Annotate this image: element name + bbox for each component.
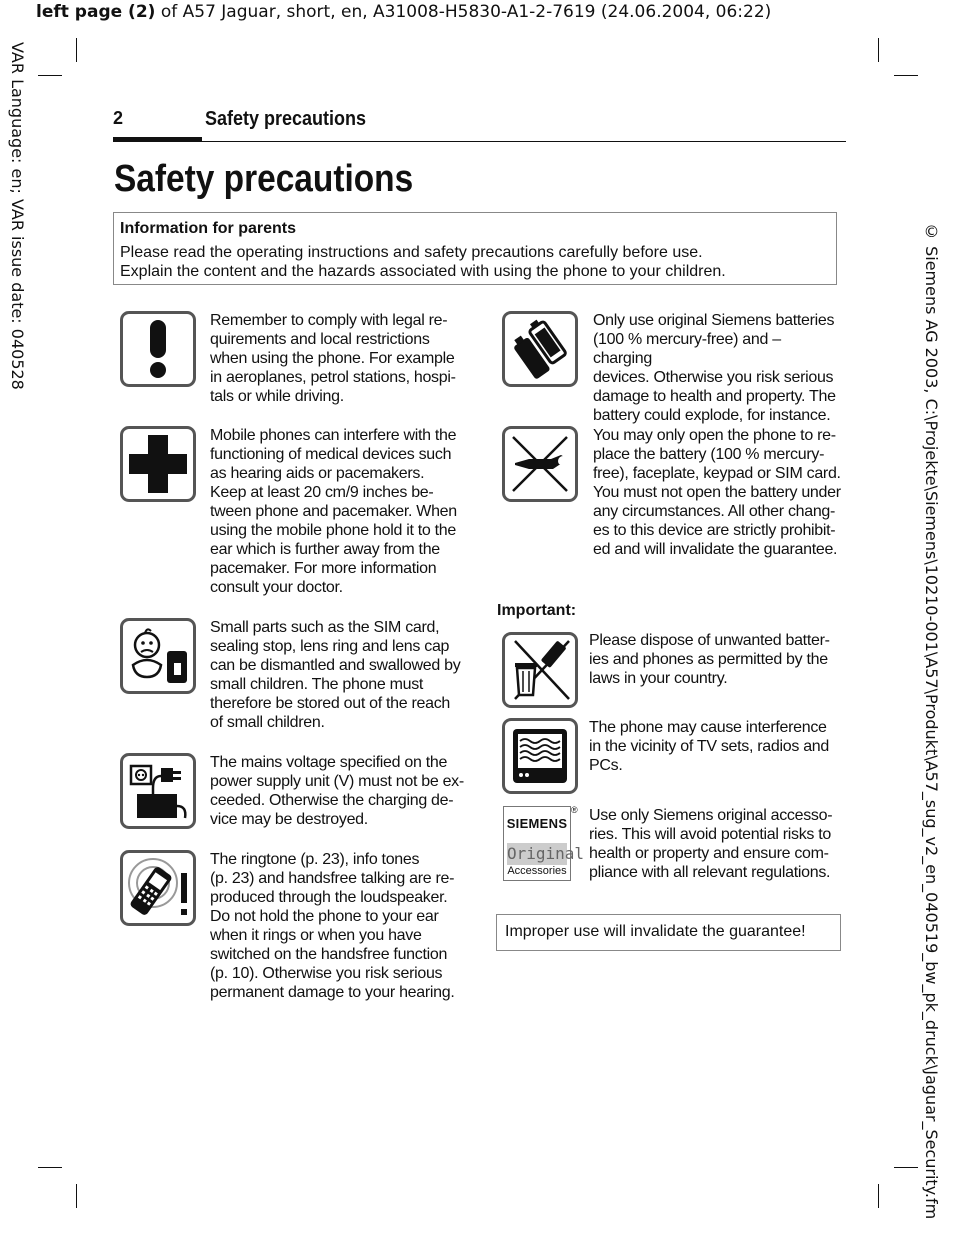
header-rule [113, 141, 846, 142]
safety-text: You may only open the phone to re- place the battery (100 % mercury- free), faceplate, keypad or SIM card. You must not open the battery under any circumstances. All other chang- es to this device are strictly prohibit- ed and will invalidate the guarantee. [593, 427, 841, 558]
logo-brand: SIEMENS [506, 816, 568, 831]
crop-mark [878, 1184, 879, 1208]
important-label: Important: [497, 602, 577, 619]
logo-accessories: Accessories [507, 865, 567, 877]
print-info-rest: of A57 Jaguar, short, en, A31008-H5830-A1-2-7619 (24.06.2004, 06:22) [155, 2, 772, 22]
guarantee-note: Improper use will invalidate the guarantee! [496, 914, 841, 951]
page-title: Safety precautions [114, 158, 414, 200]
page-number: 2 [113, 108, 124, 128]
batteries-icon [502, 311, 578, 387]
medical-cross-icon [120, 426, 196, 502]
safety-text: Please dispose of unwanted batter- ies and phones as permitted by the laws in your country. [589, 632, 830, 687]
crop-mark [38, 75, 62, 76]
tv-interference-icon [502, 718, 578, 794]
print-info-bold: left page (2) [36, 2, 156, 22]
safety-text: Only use original Siemens batteries (100 % mercury-free) and – charging devices. Otherwise you risk serious damage to health and property. The battery could explode, for instance. [593, 312, 836, 424]
power-supply-icon [120, 753, 196, 829]
running-head: Safety precautions [205, 108, 367, 130]
ringing-phone-warning-icon [120, 850, 196, 926]
crop-mark [894, 75, 918, 76]
registered-mark: ® [571, 805, 578, 815]
safety-text: Small parts such as the SIM card, sealing stop, lens ring and lens cap can be dismantled and swallowed by small children. The phone must therefore be stored out of the reach of small children. [210, 619, 461, 731]
info-box-line: Explain the content and the hazards associated with using the phone to your children. [120, 263, 726, 280]
info-box-heading: Information for parents [120, 220, 297, 237]
crop-mark [894, 1167, 918, 1168]
exclamation-icon [120, 311, 196, 387]
side-text-right: © Siemens AG 2003, C:\Projekte\Siemens\10210-001\A57\Produkt\A57_sug_v2_en_040519_bw_pk_druck\Jaguar_Security.fm [922, 222, 941, 1220]
safety-text: Use only Siemens original accesso- ries. This will avoid potential risks to health or property and ensure com- pliance with all relevant regulations. [589, 807, 833, 881]
crop-mark [878, 38, 879, 62]
crop-mark [76, 38, 77, 62]
side-text-left: VAR Language: en; VAR issue date: 040528 [8, 42, 27, 390]
safety-text: The mains voltage specified on the power supply unit (V) must not be ex- ceeded. Otherwise the charging de- vice may be destroyed. [210, 754, 464, 828]
info-box-line: Please read the operating instructions and safety precautions carefully before use. [120, 244, 703, 261]
safety-text: Mobile phones can interfere with the functioning of medical devices such as hearing aids or pacemakers. Keep at least 20 cm/9 inches be- tween phone and pacemaker. When using the mobile phone hold it to the ear which is further away from the pacemaker. For more information consult your doctor. [210, 427, 457, 596]
print-info [36, 2, 771, 22]
info-box [113, 212, 837, 285]
child-small-parts-icon [120, 618, 196, 694]
safety-text: The ringtone (p. 23), info tones (p. 23) and handsfree talking are re- produced through the loudspeaker. Do not hold the phone to your ear when it rings or when you have switched on the handsfree function (p. 10). Otherwise you risk serious permanent damage to your hearing. [210, 851, 455, 1001]
safety-text: The phone may cause interference in the vicinity of TV sets, radios and PCs. [589, 719, 829, 774]
crop-mark [76, 1184, 77, 1208]
safety-text: Remember to comply with legal re- quirements and local restrictions when using the phone. For example in aeroplanes, petrol stations, hospi- tals or while driving. [210, 312, 456, 405]
crop-mark [38, 1167, 62, 1168]
logo-original: Original [507, 844, 585, 863]
no-tools-icon [502, 426, 578, 502]
siemens-original-accessories-logo [503, 806, 585, 881]
crossed-bin-icon [502, 632, 578, 708]
